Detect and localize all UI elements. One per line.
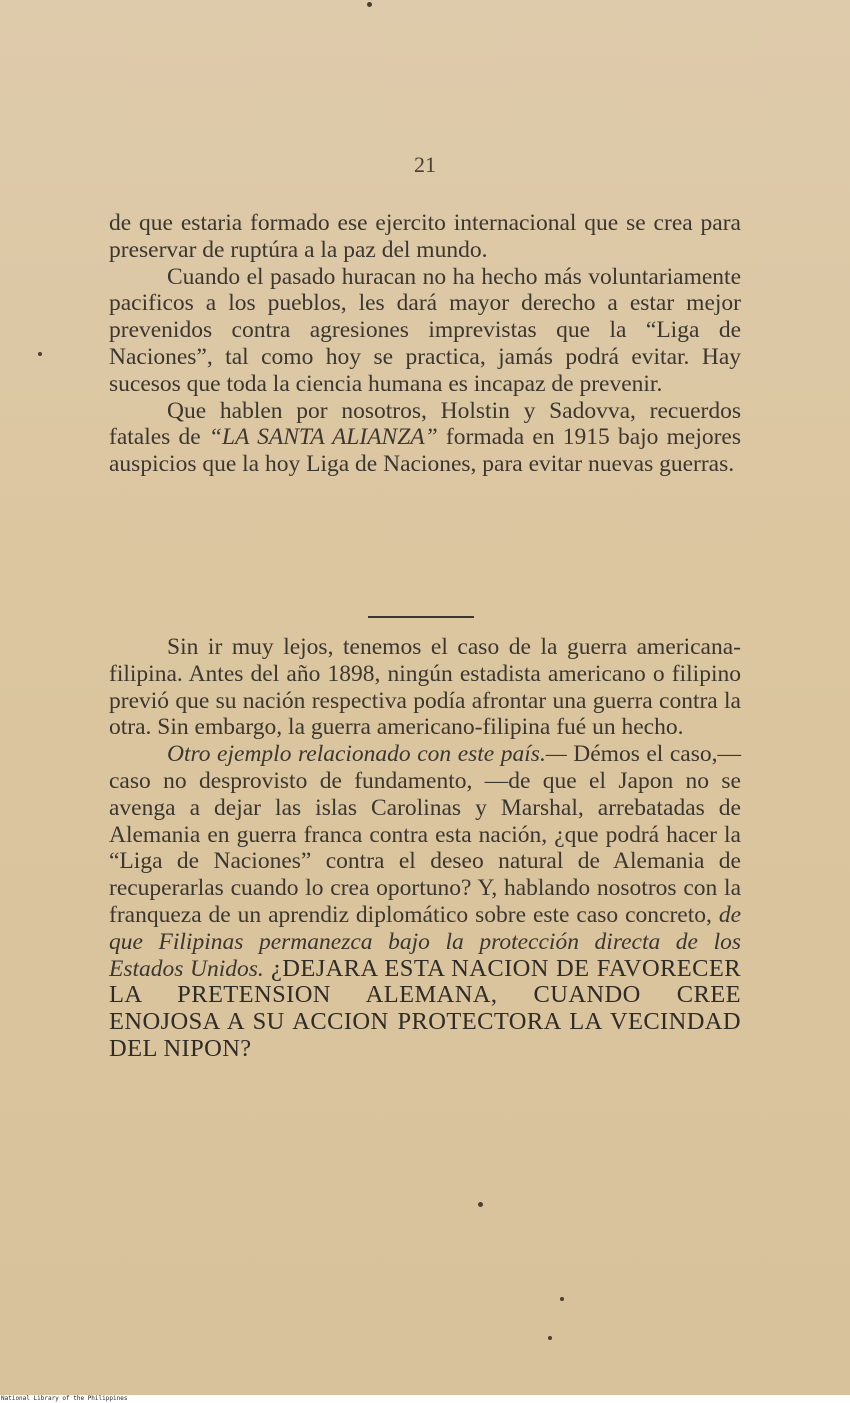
ink-speck [367, 2, 372, 7]
alianza-text-before: Que hablen por nosotros, Holstin y Sadovva, recuerdos fatales de [109, 397, 741, 451]
text-block-bottom [109, 634, 741, 1063]
section-divider [368, 616, 474, 618]
paragraph-guerra-filipina: Sin ir muy lejos, tenemos el caso de la guerra americana-filipina. Antes del año 1898, ningún estadista americano o filipino previó que su nación respectiva podía afrontar una guerra contra la otra. Sin embargo, la guerra americano-filipina fué un hecho. [109, 634, 741, 741]
ink-speck [548, 1336, 552, 1340]
paragraph-japon [109, 741, 741, 1063]
japon-italic-heading: Otro ejemplo relacionado con este país.— [167, 741, 567, 768]
alianza-italic-title: “LA SANTA ALIANZA” [208, 424, 438, 451]
ink-speck [38, 352, 42, 356]
ink-speck [560, 1297, 564, 1301]
paragraph-ejercito: de que estaria formado ese ejercito internacional que se crea para preservar de ruptúra a la paz del mundo. [109, 210, 741, 263]
footer-strip [0, 1395, 850, 1403]
page-number: 21 [414, 152, 436, 177]
paragraph-huracan: Cuando el pasado huracan no ha hecho más voluntariamente pacificos a los pueblos, les dará mayor derecho a estar mejor prevenidos contra agresiones imprevistas que la “Liga de Naciones”, tal como hoy se practica, jamás podrá evitar. Hay sucesos que toda la ciencia humana es incapaz de prevenir. [109, 263, 741, 397]
alianza-text-after: formada en 1915 bajo mejores auspicios que la hoy Liga de Naciones, para evitar nuevas guerras. [109, 424, 742, 478]
japon-body: Démos el caso,—caso no desprovisto de fundamento, —de que el Japon no se avenga a dejar las islas Carolinas y Marshal, arrebatadas de Alemania en guerra franca contra esta nación, ¿que podrá hacer la “Liga de Naciones” contra el deseo natural de Alemania de recuperarlas cuando lo crea oportuno? Y, hablando nosotros con la franqueza de un aprendiz diplomático sobre este caso concreto, [109, 741, 742, 928]
japon-italic-tail: de que Filipinas permanezca bajo la protección directa de los Estados Unidos. [109, 901, 741, 982]
ink-speck [478, 1202, 483, 1207]
text-block-top [109, 210, 741, 478]
japon-caps-question: ¿DEJARA ESTA NACION DE FAVORECER LA PRETENSION ALEMANA, CUANDO CREE ENOJOSA A SU ACCION PROTECTORA LA VECINDAD DEL NIPON? [109, 954, 741, 1062]
paragraph-santa-alianza [109, 398, 741, 478]
footer-credit: National Library of the Philippines [1, 1395, 128, 1402]
